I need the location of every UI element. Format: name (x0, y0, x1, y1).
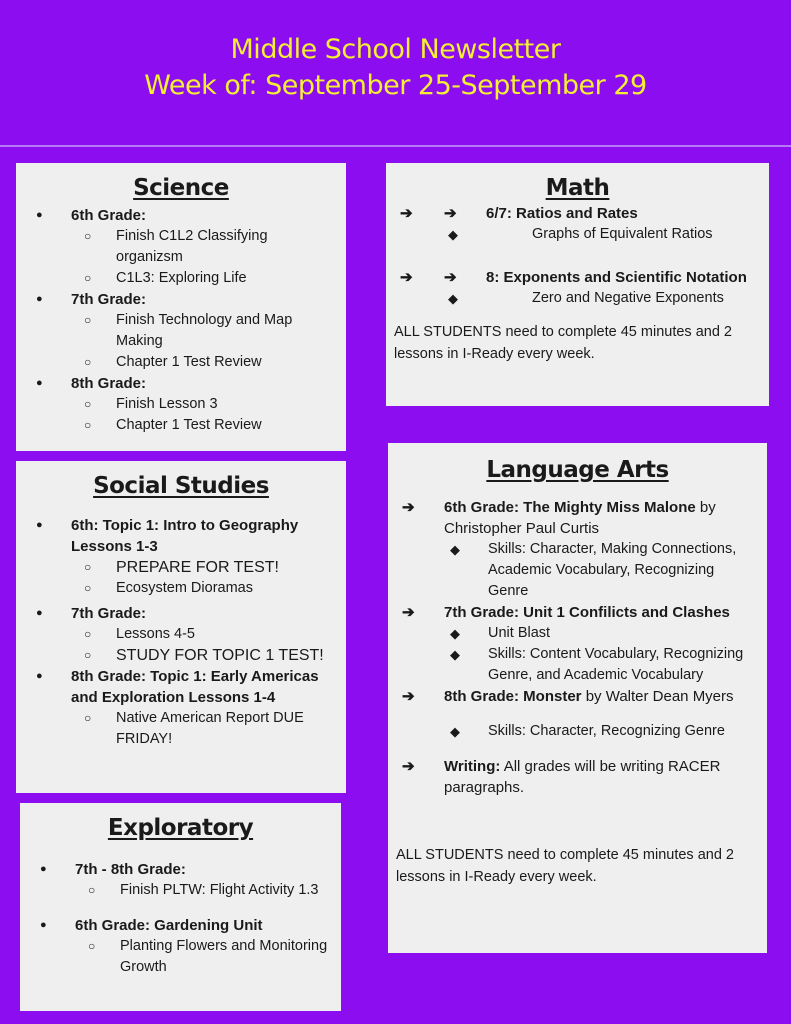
math-67-sub: ◆ Graphs of Equivalent Ratios (386, 224, 769, 245)
math-note: ALL STUDENTS need to complete 45 minutes and 2 lessons in I-Ready every week. (394, 324, 732, 362)
social-6-item-2: ○ Ecosystem Dioramas (16, 578, 346, 599)
science-panel (16, 163, 346, 451)
social-6-item-1: ○ PREPARE FOR TEST! (16, 557, 346, 578)
la-grade-6: ➔ 6th Grade: The Mighty Miss Malone by Christopher Paul Curtis (388, 497, 767, 539)
la-6-skills: ◆ Skills: Character, Making Connections, Academic Vocabulary, Recognizing Genre (388, 539, 767, 602)
arrow-icon: ➔ ➔ (444, 269, 457, 286)
social-grade-8: ● 8th Grade: Topic 1: Early Americas and Exploration Lessons 1-4 (16, 666, 346, 708)
science-6-item-2: ○ C1L3: Exploring Life (16, 268, 346, 289)
science-6-item-1: ○ Finish C1L2 Classifying organizsm (16, 226, 346, 268)
la-7-unit-blast: ◆ Unit Blast (388, 623, 767, 644)
newsletter-title: Middle School Newsletter (230, 34, 561, 65)
social-8-item-1: ○ Native American Report DUE FRIDAY! (16, 708, 346, 750)
social-studies-panel (16, 461, 346, 793)
math-grade-67: ➔ ➔ 6/7: Ratios and Rates (386, 203, 769, 224)
la-grade-8: ➔ 8th Grade: Monster by Walter Dean Myers (388, 686, 767, 707)
exploratory-title: Exploratory (107, 815, 254, 841)
exploratory-grade-78: ● 7th - 8th Grade: (20, 859, 341, 880)
la-8-skills: ◆ Skills: Character, Recognizing Genre (388, 721, 767, 742)
exploratory-6-item-1: ○ Planting Flowers and Monitoring Growth (20, 936, 341, 978)
math-panel (386, 163, 769, 406)
science-title: Science (133, 175, 229, 201)
social-grade-7: ● 7th Grade: (16, 603, 346, 624)
science-7-item-1: ○ Finish Technology and Map Making (16, 310, 346, 352)
la-grade-7: ➔ 7th Grade: Unit 1 Confilicts and Clashes (388, 602, 767, 623)
la-note: ALL STUDENTS need to complete 45 minutes and 2 lessons in I-Ready every week. (396, 847, 734, 885)
math-title: Math (545, 175, 610, 201)
language-arts-panel (388, 443, 767, 953)
science-8-item-2: ○ Chapter 1 Test Review (16, 415, 346, 436)
newsletter-header (0, 0, 791, 145)
la-writing: ➔ Writing: All grades will be writing RACER paragraphs. (388, 756, 767, 798)
language-arts-title: Language Arts (486, 457, 669, 483)
science-grade-8: ● 8th Grade: (16, 373, 346, 394)
science-grade-7: ● 7th Grade: (16, 289, 346, 310)
math-grade-8: ➔ ➔ 8: Exponents and Scientific Notation (386, 267, 769, 288)
header-divider (0, 145, 791, 147)
newsletter-week: Week of: September 25-September 29 (144, 70, 647, 101)
social-studies-title: Social Studies (93, 473, 269, 499)
la-7-skills: ◆ Skills: Content Vocabulary, Recognizing Genre, and Academic Vocabulary (388, 644, 767, 686)
science-grade-6: ● 6th Grade: (16, 205, 346, 226)
science-7-item-2: ○ Chapter 1 Test Review (16, 352, 346, 373)
math-8-sub: ◆ Zero and Negative Exponents (386, 288, 769, 309)
exploratory-panel (20, 803, 341, 1011)
science-8-item-1: ○ Finish Lesson 3 (16, 394, 346, 415)
social-grade-6: ● 6th: Topic 1: Intro to Geography Lessons 1-3 (16, 515, 346, 557)
exploratory-grade-6: ● 6th Grade: Gardening Unit (20, 915, 341, 936)
social-7-item-2: ○ STUDY FOR TOPIC 1 TEST! (16, 645, 346, 666)
arrow-icon: ➔ ➔ (444, 205, 457, 222)
social-7-item-1: ○ Lessons 4-5 (16, 624, 346, 645)
exploratory-78-item-1: ○ Finish PLTW: Flight Activity 1.3 (20, 880, 341, 901)
